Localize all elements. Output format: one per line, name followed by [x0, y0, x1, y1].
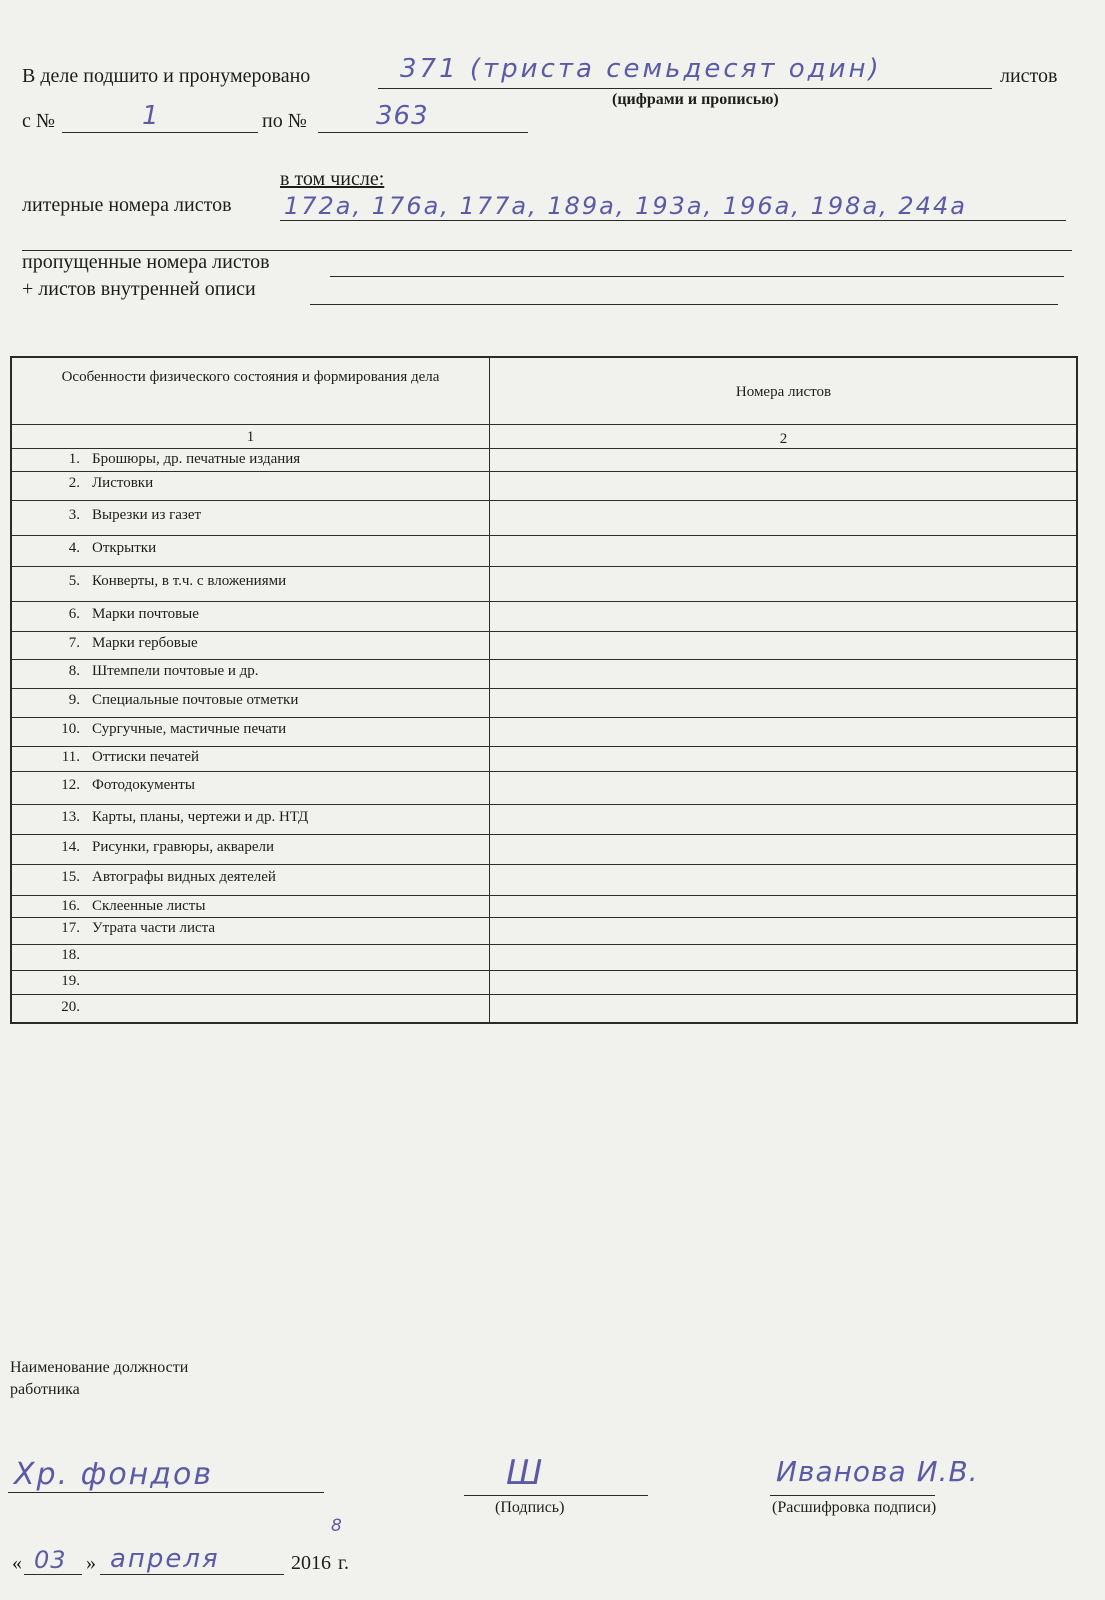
row-label: Штемпели почтовые и др. — [92, 663, 259, 679]
col2-header: Номера листов — [735, 384, 832, 400]
row-divider — [12, 994, 1076, 995]
decoding-label: (Расшифровка подписи) — [772, 1499, 937, 1516]
including-label: в том числе: — [280, 168, 385, 190]
date-year-correction: 8 — [331, 1516, 343, 1536]
row-label: Карты, планы, чертежи и др. НТД — [92, 809, 309, 825]
date-month-field[interactable]: апреля — [110, 1544, 220, 1574]
row-label: Брошюры, др. печатные издания — [92, 451, 301, 467]
decoding-value-field[interactable]: Иванова И.В. — [776, 1455, 979, 1488]
col2-number: 2 — [779, 431, 788, 447]
physical-state-table — [10, 356, 1078, 1024]
row-divider — [12, 864, 1076, 865]
position-underline — [8, 1492, 324, 1493]
row-divider — [12, 566, 1076, 567]
row-divider — [12, 659, 1076, 660]
header-divider — [12, 424, 1076, 425]
date-day-underline — [24, 1574, 82, 1575]
row-number: 8. — [68, 663, 80, 679]
row-number: 15. — [61, 869, 80, 885]
date-close-quote: » — [86, 1552, 96, 1574]
row-label: Марки почтовые — [92, 606, 199, 622]
row-divider — [12, 631, 1076, 632]
row-number: 18. — [61, 947, 80, 963]
row-number: 3. — [68, 507, 80, 523]
row-number: 9. — [68, 692, 80, 708]
row-label: Марки гербовые — [92, 635, 198, 651]
row-divider — [12, 448, 1076, 449]
date-suffix: г. — [338, 1552, 349, 1574]
letter-numbers-value-field[interactable]: 172а, 176а, 177а, 189а, 193а, 196а, 198а, 244а — [284, 192, 967, 220]
missing-numbers-label: пропущенные номера листов — [22, 251, 270, 273]
row-number: 16. — [61, 898, 80, 914]
to-underline — [318, 132, 528, 133]
sewn-hint: (цифрами и прописью) — [612, 91, 779, 108]
row-label: Вырезки из газет — [92, 507, 202, 523]
sewn-label: В деле подшито и пронумеровано — [22, 65, 311, 87]
row-divider — [12, 601, 1076, 602]
date-year: 2016 — [291, 1552, 331, 1574]
row-divider — [12, 834, 1076, 835]
from-label: с № — [22, 110, 55, 132]
column-divider — [489, 358, 490, 1022]
signature-label: (Подпись) — [495, 1499, 565, 1516]
row-number: 14. — [61, 839, 80, 855]
row-number: 11. — [61, 749, 80, 765]
row-label: Автографы видных деятелей — [92, 869, 276, 885]
row-divider — [12, 717, 1076, 718]
row-label: Утрата части листа — [92, 920, 216, 936]
to-value-field[interactable]: 363 — [376, 101, 429, 131]
row-label: Рисунки, гравюры, акварели — [92, 839, 275, 855]
row-label: Открытки — [92, 540, 157, 556]
from-underline — [62, 132, 258, 133]
row-number: 10. — [61, 721, 80, 737]
sewn-underline — [378, 88, 992, 89]
signature-field[interactable]: Ш — [506, 1453, 544, 1493]
row-divider — [12, 688, 1076, 689]
inner-inventory-underline — [310, 304, 1058, 305]
row-number: 13. — [61, 809, 80, 825]
letter-numbers-underline — [280, 220, 1066, 221]
row-number: 6. — [68, 606, 80, 622]
sheets-word: листов — [1000, 65, 1058, 87]
row-number: 17. — [61, 920, 80, 936]
row-divider — [12, 500, 1076, 501]
col1-number: 1 — [246, 429, 255, 445]
date-open-quote: « — [12, 1552, 22, 1574]
row-number: 4. — [68, 540, 80, 556]
row-number: 19. — [61, 973, 80, 989]
row-label: Сургучные, мастичные печати — [92, 721, 287, 737]
col1-header: Особенности физического состояния и формирования дела — [61, 369, 440, 385]
row-number: 7. — [68, 635, 80, 651]
signature-underline — [464, 1495, 648, 1496]
row-divider — [12, 535, 1076, 536]
row-label: Специальные почтовые отметки — [92, 692, 299, 708]
row-divider — [12, 771, 1076, 772]
to-label: по № — [262, 110, 307, 132]
inner-inventory-label: + листов внутренней описи — [22, 278, 256, 300]
row-divider — [12, 471, 1076, 472]
row-number: 5. — [68, 573, 80, 589]
row-label: Фотодокументы — [92, 777, 195, 793]
row-label: Оттиски печатей — [92, 749, 200, 765]
row-number: 20. — [61, 999, 80, 1015]
row-number: 1. — [68, 451, 80, 467]
decoding-underline — [770, 1495, 935, 1496]
row-divider — [12, 895, 1076, 896]
row-label: Склеенные листы — [92, 898, 206, 914]
row-divider — [12, 917, 1076, 918]
missing-numbers-underline — [330, 276, 1064, 277]
row-divider — [12, 804, 1076, 805]
row-label: Конверты, в т.ч. с вложениями — [92, 573, 287, 589]
date-day-field[interactable]: 03 — [34, 1546, 67, 1574]
from-value-field[interactable]: 1 — [142, 101, 160, 131]
row-number: 2. — [68, 475, 80, 491]
position-value-field[interactable]: Хр. фондов — [14, 1457, 214, 1492]
row-divider — [12, 746, 1076, 747]
row-label: Листовки — [92, 475, 154, 491]
date-month-underline — [100, 1574, 284, 1575]
position-label-line1: Наименование должности — [10, 1359, 189, 1376]
sewn-value-field[interactable]: 371 (триста семьдесят один) — [400, 54, 882, 84]
row-divider — [12, 970, 1076, 971]
position-label-line2: работника — [10, 1381, 80, 1398]
row-divider — [12, 944, 1076, 945]
row-number: 12. — [61, 777, 80, 793]
letter-numbers-label: литерные номера листов — [22, 194, 232, 216]
